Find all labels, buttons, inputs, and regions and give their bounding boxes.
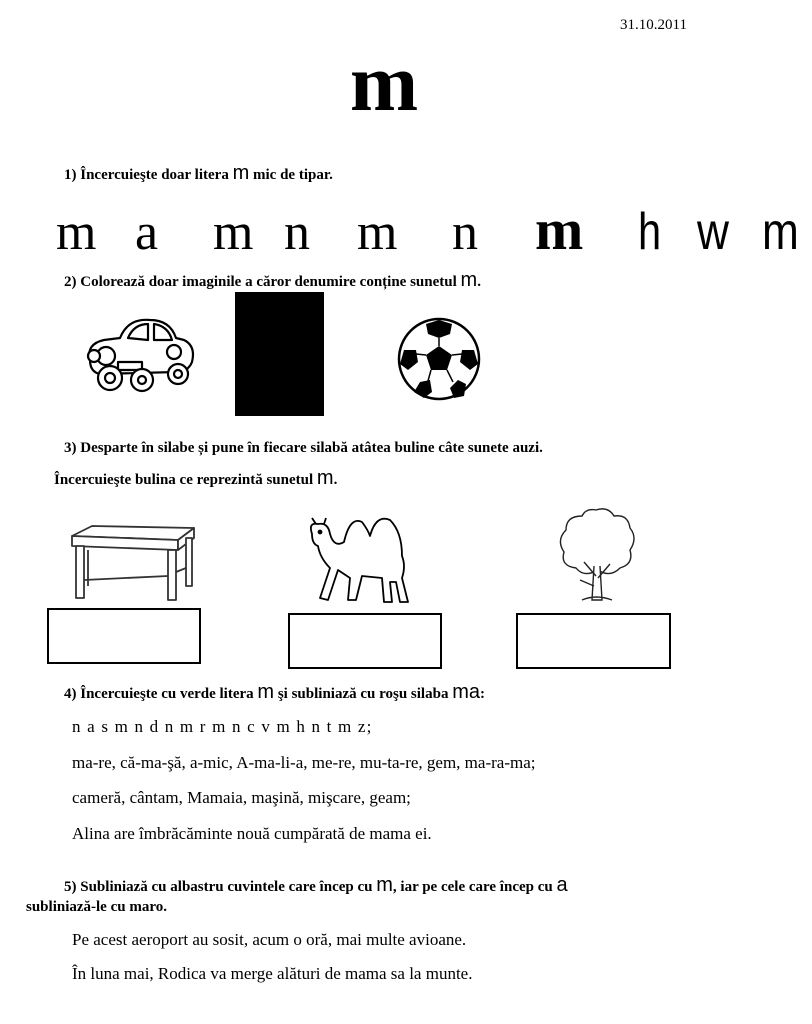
letter-item[interactable]: n — [452, 204, 478, 261]
task2-prefix: 2) Colorează doar imaginile a căror denumire conține sunetul — [64, 274, 457, 290]
letter-item[interactable]: m — [56, 204, 97, 261]
task5-instruction-line2: subliniază-le cu maro. — [26, 899, 167, 915]
task1-prefix: 1) Încercuieşte doar litera — [64, 167, 229, 183]
task3-letter: m — [316, 467, 334, 489]
task2-instruction — [64, 269, 481, 292]
task3-instruction-line2 — [54, 467, 337, 490]
task1-suffix: mic de tipar. — [253, 167, 333, 183]
task5-middle: , iar pe cele care încep cu — [392, 879, 553, 895]
task1-instruction — [64, 162, 333, 185]
answer-box-camel[interactable] — [288, 613, 442, 669]
task2-suffix: . — [477, 274, 481, 290]
letter-item[interactable]: m — [535, 197, 584, 262]
task4-syllable: ma — [452, 681, 480, 703]
soccer-ball-picture[interactable] — [396, 316, 482, 402]
task4-prefix: 4) Încercuieşte cu verde litera — [64, 686, 254, 702]
letter-item[interactable]: m — [213, 204, 254, 261]
task4-line: cameră, cântam, Mamaia, maşină, mişcare, geam; — [72, 788, 411, 807]
letter-item[interactable]: m — [357, 204, 398, 261]
task5-instruction-line1 — [64, 874, 568, 897]
task3-prefix: Încercuieşte bulina ce reprezintă sunetul — [54, 472, 314, 488]
task1-letter: m — [232, 162, 250, 184]
black-rectangle[interactable] — [235, 292, 324, 416]
letter-item[interactable]: w — [697, 203, 729, 261]
answer-box-tree[interactable] — [516, 613, 671, 669]
task5-letter-a: a — [556, 874, 568, 896]
task4-letter: m — [257, 681, 275, 703]
camel-picture[interactable] — [298, 512, 414, 612]
task5-line: Pe acest aeroport au sosit, acum o oră, mai multe avioane. — [72, 930, 467, 949]
task5-letter-m: m — [376, 874, 393, 896]
letter-item[interactable]: a — [135, 204, 159, 261]
date: 31.10.2011 — [620, 17, 687, 33]
letter-item[interactable]: m — [762, 203, 799, 261]
task1-letter-row — [56, 196, 812, 267]
task5-prefix: 5) Subliniază cu albastru cuvintele care încep cu — [64, 879, 373, 895]
task2-letter: m — [460, 269, 478, 291]
letter-item[interactable]: h — [638, 203, 662, 261]
letter-item[interactable]: n — [284, 204, 310, 261]
answer-box-table[interactable] — [47, 608, 201, 664]
task3-instruction-line1: 3) Desparte în silabe și pune în fiecare silabă atâtea buline câte sunete auzi. — [64, 440, 543, 456]
task4-line: n a s m n d n m r m n c v m h n t m z; — [72, 717, 373, 736]
tree-picture[interactable] — [556, 506, 638, 606]
task4-middle: şi subliniază cu roşu silaba — [277, 686, 449, 702]
car-picture[interactable] — [80, 312, 198, 392]
task3-suffix: . — [333, 472, 338, 488]
page-title: m — [349, 37, 419, 128]
table-picture[interactable] — [68, 520, 198, 602]
task4-instruction — [64, 681, 485, 704]
task4-line: Alina are îmbrăcăminte nouă cumpărată de mama ei. — [72, 824, 432, 843]
task4-suffix: : — [480, 686, 485, 702]
task4-line: ma-re, că-ma-şă, a-mic, A-ma-li-a, me-re, mu-ta-re, gem, ma-ra-ma; — [72, 753, 536, 772]
task5-line: În luna mai, Rodica va merge alături de mama sa la munte. — [72, 964, 473, 983]
